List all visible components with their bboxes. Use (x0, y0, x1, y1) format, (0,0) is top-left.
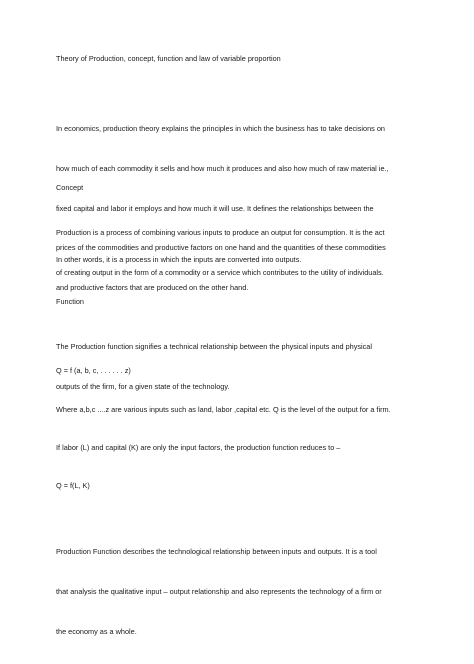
concept-heading: Concept (56, 183, 84, 192)
closing-line: that analysis the qualitative input – output relationship and also represents the technology of a firm or (56, 587, 382, 597)
function-heading: Function (56, 297, 84, 306)
labor-capital-line: If labor (L) and capital (K) are only the input factors, the production function reduces to – (56, 443, 341, 452)
intro-line: prices of the commodities and productive factors on one hand and the quantities of these commodities (56, 243, 386, 253)
intro-line: how much of each commodity it sells and how much it produces and also how much of raw material ie., (56, 164, 389, 174)
where-inputs-line: Where a,b,c ....z are various inputs such as land, labor ,capital etc. Q is the level of the output for a firm. (56, 405, 391, 414)
closing-paragraph (56, 519, 382, 664)
formula-production-function: Q = f (a, b, c, . . . . . . z) (56, 366, 131, 375)
intro-line: and productive factors that are produced on the other hand. (56, 282, 249, 292)
function-line: outputs of the firm, for a given state of the technology. (56, 382, 230, 392)
function-line: The Production function signifies a technical relationship between the physical inputs and physical (56, 342, 372, 352)
closing-line: Production Function describes the technological relationship between inputs and outputs. It is a tool (56, 547, 377, 557)
intro-line: fixed capital and labor it employs and how much it will use. It defines the relationships between the (56, 203, 374, 213)
concept-line: of creating output in the form of a commodity or a service which contributes to the utility of individuals. (56, 268, 384, 278)
closing-line: the economy as a whole. (56, 626, 137, 636)
concept-line: Production is a process of combining various inputs to produce an output for consumption. It is the act (56, 228, 385, 238)
document-title: Theory of Production, concept, function and law of variable proportion (56, 54, 281, 63)
concept-other-words: In other words, it is a process in which the inputs are converted into outputs. (56, 255, 302, 264)
intro-line: In economics, production theory explains the principles in which the business has to take decisions on (56, 124, 385, 134)
formula-labor-capital: Q = f(L, K) (56, 481, 90, 490)
